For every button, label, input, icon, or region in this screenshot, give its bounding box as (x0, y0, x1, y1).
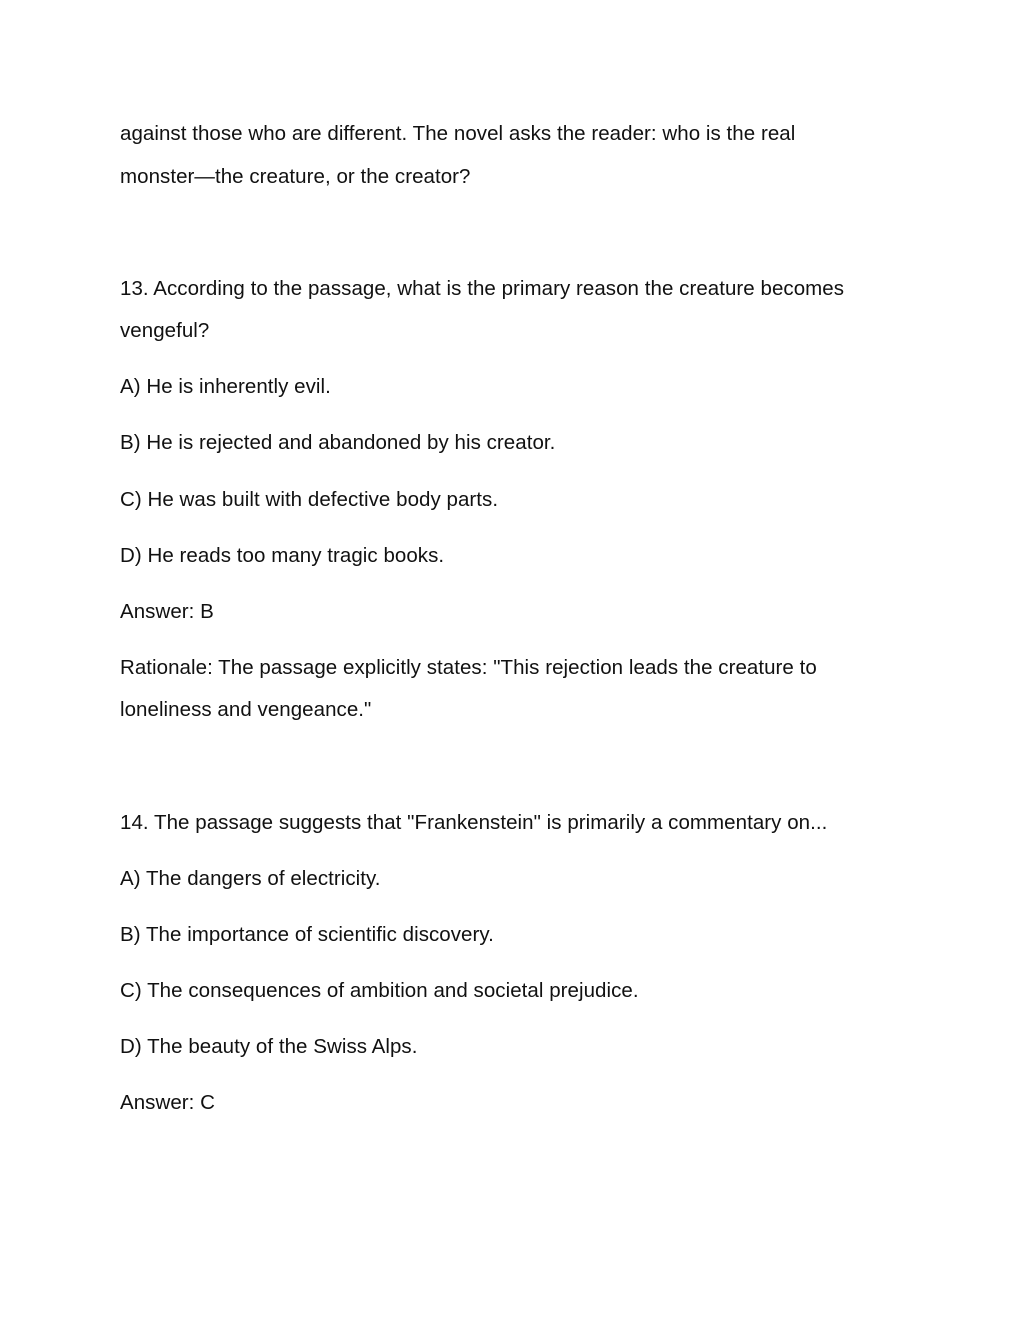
question-13-option-a: A) He is inherently evil. (120, 375, 331, 398)
intro-text-line-1: against those who are different. The novel asks the reader: who is the real (120, 122, 796, 145)
question-13-text-line-2: vengeful? (120, 319, 210, 342)
question-13-text-line-1: 13. According to the passage, what is the primary reason the creature becomes (120, 277, 845, 300)
question-13-option-b: B) He is rejected and abandoned by his creator. (120, 431, 556, 454)
question-13-option-c: C) He was built with defective body parts. (120, 488, 499, 511)
question-13-rationale-line-1: Rationale: The passage explicitly states: "This rejection leads the creature to (120, 656, 817, 679)
question-13-rationale-line-2: loneliness and vengeance." (120, 698, 372, 721)
question-14-text: 14. The passage suggests that "Frankenstein" is primarily a commentary on... (120, 811, 828, 834)
question-13-option-d: D) He reads too many tragic books. (120, 544, 445, 567)
question-14-option-c: C) The consequences of ambition and societal prejudice. (120, 979, 639, 1002)
question-14-option-d: D) The beauty of the Swiss Alps. (120, 1035, 418, 1058)
question-13-answer: Answer: B (120, 600, 214, 623)
question-14-option-a: A) The dangers of electricity. (120, 867, 381, 890)
intro-text-line-2: monster—the creature, or the creator? (120, 165, 471, 188)
question-14-answer: Answer: C (120, 1091, 216, 1114)
question-14-option-b: B) The importance of scientific discovery. (120, 923, 494, 946)
